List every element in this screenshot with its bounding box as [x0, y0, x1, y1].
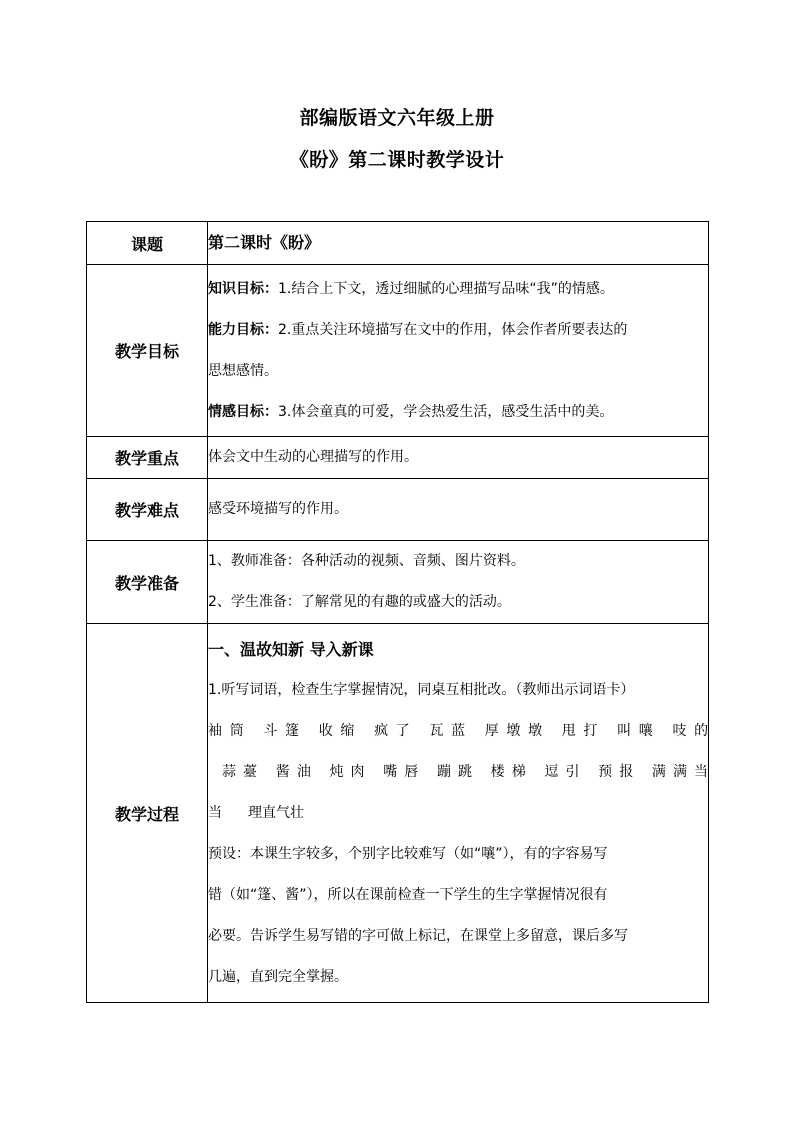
table-row-goals	[87, 265, 709, 437]
table-row-process	[87, 624, 709, 1003]
word-item: 疯了	[374, 722, 418, 739]
lesson-plan-table	[86, 221, 709, 1003]
difficulty-label: 教学难点	[87, 479, 208, 541]
knowledge-goal	[208, 269, 708, 310]
word-list-row-1	[208, 711, 708, 752]
document-title: 部编版语文六年级上册	[299, 107, 495, 129]
word-item: 厚墩墩	[484, 722, 550, 739]
preset-line-3: 必要。告诉学生易写错的字可做上标记，在课堂上多留意，课后多写	[208, 927, 628, 944]
table-row-topic	[87, 222, 709, 265]
process-label: 教学过程	[87, 624, 208, 1003]
preset-line-1: 预设：本课生字较多，个别字比较难写（如“嚷”），有的字容易写	[208, 845, 608, 862]
emotion-goal	[208, 392, 708, 433]
preset-line-2: 错（如“篷、酱”），所以在课前检查一下学生的生字掌握情况很有	[208, 886, 608, 903]
topic-label: 课题	[87, 222, 208, 265]
focus-value: 体会文中生动的心理描写的作用。	[208, 437, 709, 479]
difficulty-value: 感受环境描写的作用。	[208, 479, 709, 541]
knowledge-goal-label: 知识目标：	[208, 280, 278, 297]
table-row-preparation	[87, 541, 709, 624]
word-item: 袖筒	[208, 722, 252, 739]
table-row-difficulty	[87, 479, 709, 541]
table-row-focus	[87, 437, 709, 479]
ability-goal-continued: 思想感情。	[208, 362, 278, 379]
goals-label: 教学目标	[87, 265, 208, 437]
word-item: 叫嚷	[617, 722, 661, 739]
preparation-item-student: 2、学生准备：了解常见的有趣的或盛大的活动。	[208, 594, 511, 610]
word-item: 吱的	[672, 722, 709, 739]
emotion-goal-text: 3.体会童真的可爱，学会热爱生活，感受生活中的美。	[278, 403, 614, 420]
word-item: 满满当	[651, 763, 709, 780]
preparation-label: 教学准备	[87, 541, 208, 624]
word-item: 收缩	[318, 722, 362, 739]
ability-goal	[208, 310, 708, 351]
word-list-row-2	[208, 752, 708, 793]
word-item: 酱油	[275, 763, 318, 780]
knowledge-goal-text: 1.结合上下文，透过细腻的心理描写品味“我”的情感。	[278, 280, 614, 297]
process-content	[208, 624, 709, 1003]
word-item: 当	[208, 804, 222, 821]
ability-goal-text: 2.重点关注环境描写在文中的作用，体会作者所要表达的	[278, 321, 628, 338]
word-item: 蹦跳	[436, 763, 480, 780]
word-list-row-3	[208, 793, 708, 834]
word-item: 嘴唇	[383, 763, 426, 780]
process-step-1: 1.听写词语，检查生字掌握情况，同桌互相批改。（教师出示词语卡）	[208, 681, 635, 698]
focus-label: 教学重点	[87, 437, 208, 479]
process-section-title: 一、温故知新 导入新课	[208, 639, 374, 659]
preparation-content	[208, 541, 709, 624]
word-item: 炖肉	[329, 763, 372, 780]
word-item: 蒜薹	[222, 763, 265, 780]
goals-content	[208, 265, 709, 437]
word-item: 楼梯	[490, 763, 533, 780]
preparation-item-teacher: 1、教师准备：各种活动的视频、音频、图片资料。	[208, 553, 525, 569]
preset-line-4: 几遍，直到完全掌握。	[208, 968, 348, 985]
word-item: 理直气壮	[248, 804, 304, 821]
word-item: 逗引	[544, 763, 587, 780]
topic-value: 第二课时《盼》	[208, 222, 709, 265]
word-item: 斗篷	[263, 722, 307, 739]
document-subtitle: 《盼》第二课时教学设计	[289, 149, 505, 171]
word-item: 预报	[598, 763, 641, 780]
emotion-goal-label: 情感目标：	[208, 403, 278, 420]
word-item: 甩打	[561, 722, 606, 739]
ability-goal-label: 能力目标：	[208, 321, 278, 338]
word-item: 瓦蓝	[429, 722, 473, 739]
